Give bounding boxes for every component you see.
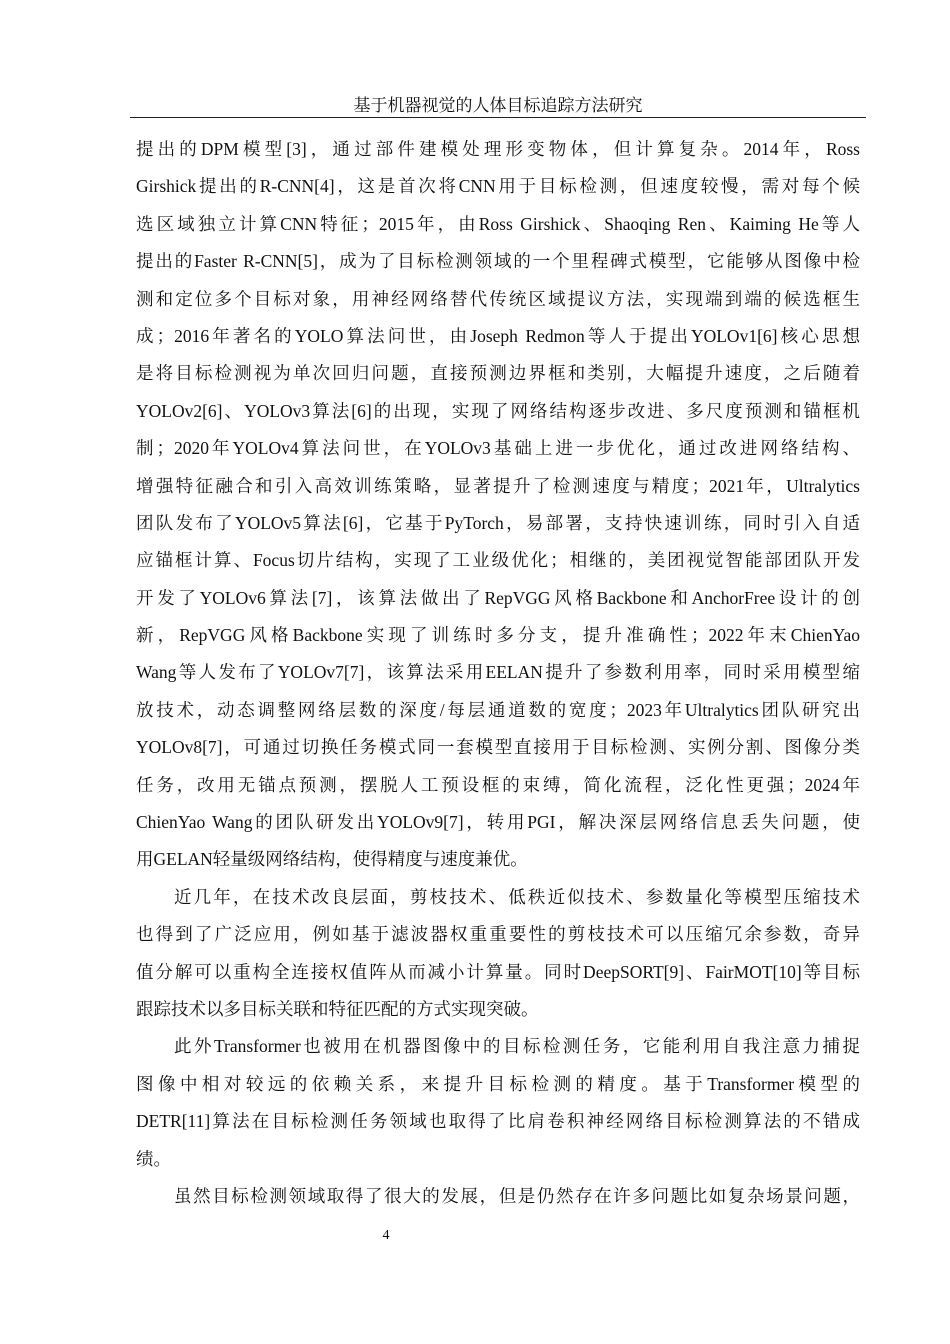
text-line: 选区域独立计算CNN特征；2015年，由Ross Girshick、Shaoqing Ren、Kaiming He等人 bbox=[136, 213, 860, 234]
text-line: 也得到了广泛应用，例如基于滤波器权重重要性的剪枝技术可以压缩冗余参数，奇异 bbox=[136, 924, 860, 945]
text-line: 放技术，动态调整网络层数的深度/每层通道数的宽度；2023年Ultralytics团队研究出 bbox=[136, 699, 860, 720]
text-line: 用GELAN轻量级网络结构，使得精度与速度兼优。 bbox=[136, 849, 528, 870]
text-line: 制；2020年YOLOv4算法问世，在YOLOv3基础上进一步优化，通过改进网络结构、 bbox=[136, 438, 860, 459]
running-header: 基于机器视觉的人体目标追踪方法研究 bbox=[353, 96, 643, 115]
text-line: Wang等人发布了YOLOv7[7]，该算法采用EELAN提升了参数利用率，同时采用模型缩 bbox=[136, 662, 860, 683]
text-line: 值分解可以重构全连接权值阵从而减小计算量。同时DeepSORT[9]、FairMOT[10]等目标 bbox=[136, 961, 860, 982]
text-line: 图像中相对较远的依赖关系，来提升目标检测的精度。基于Transformer模型的 bbox=[136, 1073, 860, 1094]
body-text bbox=[136, 131, 860, 1215]
text-line: 近几年，在技术改良层面，剪枝技术、低秩近似技术、参数量化等模型压缩技术 bbox=[174, 886, 860, 907]
text-line: 提出的Faster R-CNN[5]，成为了目标检测领域的一个里程碑式模型，它能够从图像中检 bbox=[136, 251, 860, 272]
page-number: 4 bbox=[382, 1228, 390, 1243]
text-line: YOLOv8[7]，可通过切换任务模式同一套模型直接用于目标检测、实例分割、图像分类 bbox=[136, 737, 860, 758]
text-line: 成；2016年著名的YOLO算法问世，由Joseph Redmon等人于提出YOLOv1[6]核心思想 bbox=[136, 325, 860, 346]
text-line: 增强特征融合和引入高效训练策略，显著提升了检测速度与精度；2021年，Ultralytics bbox=[136, 475, 860, 496]
text-line: 绩。 bbox=[136, 1148, 171, 1169]
text-line: 虽然目标检测领域取得了很大的发展，但是仍然存在许多问题比如复杂场景问题， bbox=[174, 1185, 860, 1206]
header-divider bbox=[130, 117, 866, 118]
text-line: 是将目标检测视为单次回归问题，直接预测边界框和类别，大幅提升速度，之后随着 bbox=[136, 363, 860, 384]
text-line: 提出的DPM模型[3]，通过部件建模处理形变物体，但计算复杂。2014年，Ross bbox=[136, 139, 860, 159]
text-line: YOLOv2[6]、YOLOv3算法[6]的出现，实现了网络结构逐步改进、多尺度预测和锚框机 bbox=[136, 400, 860, 421]
text-line: 跟踪技术以多目标关联和特征匹配的方式实现突破。 bbox=[136, 998, 539, 1019]
text-line: 应锚框计算、Focus切片结构，实现了工业级优化；相继的，美团视觉智能部团队开发 bbox=[136, 550, 860, 571]
text-line: 开发了YOLOv6算法[7]，该算法做出了RepVGG风格Backbone和AnchorFree设计的创 bbox=[136, 587, 860, 608]
text-line: 团队发布了YOLOv5算法[6]，它基于PyTorch，易部署，支持快速训练，同时引入自适 bbox=[136, 512, 860, 533]
text-line: 测和定位多个目标对象，用神经网络替代传统区域提议方法，实现端到端的候选框生 bbox=[136, 288, 860, 309]
text-line: 任务，改用无锚点预测，摆脱人工预设框的束缚，简化流程，泛化性更强；2024年 bbox=[136, 774, 860, 795]
text-line: ChienYao Wang的团队研发出YOLOv9[7]，转用PGI，解决深层网络信息丢失问题，使 bbox=[136, 812, 860, 833]
text-line: Girshick提出的R-CNN[4]，这是首次将CNN用于目标检测，但速度较慢，需对每个候 bbox=[136, 176, 860, 197]
text-line: 此外Transformer也被用在机器图像中的目标检测任务，它能利用自我注意力捕捉 bbox=[174, 1036, 860, 1057]
text-line: 新，RepVGG风格Backbone实现了训练时多分支，提升准确性；2022年末ChienYao bbox=[136, 625, 860, 646]
text-line: DETR[11]算法在目标检测任务领域也取得了比肩卷积神经网络目标检测算法的不错成 bbox=[136, 1111, 860, 1132]
